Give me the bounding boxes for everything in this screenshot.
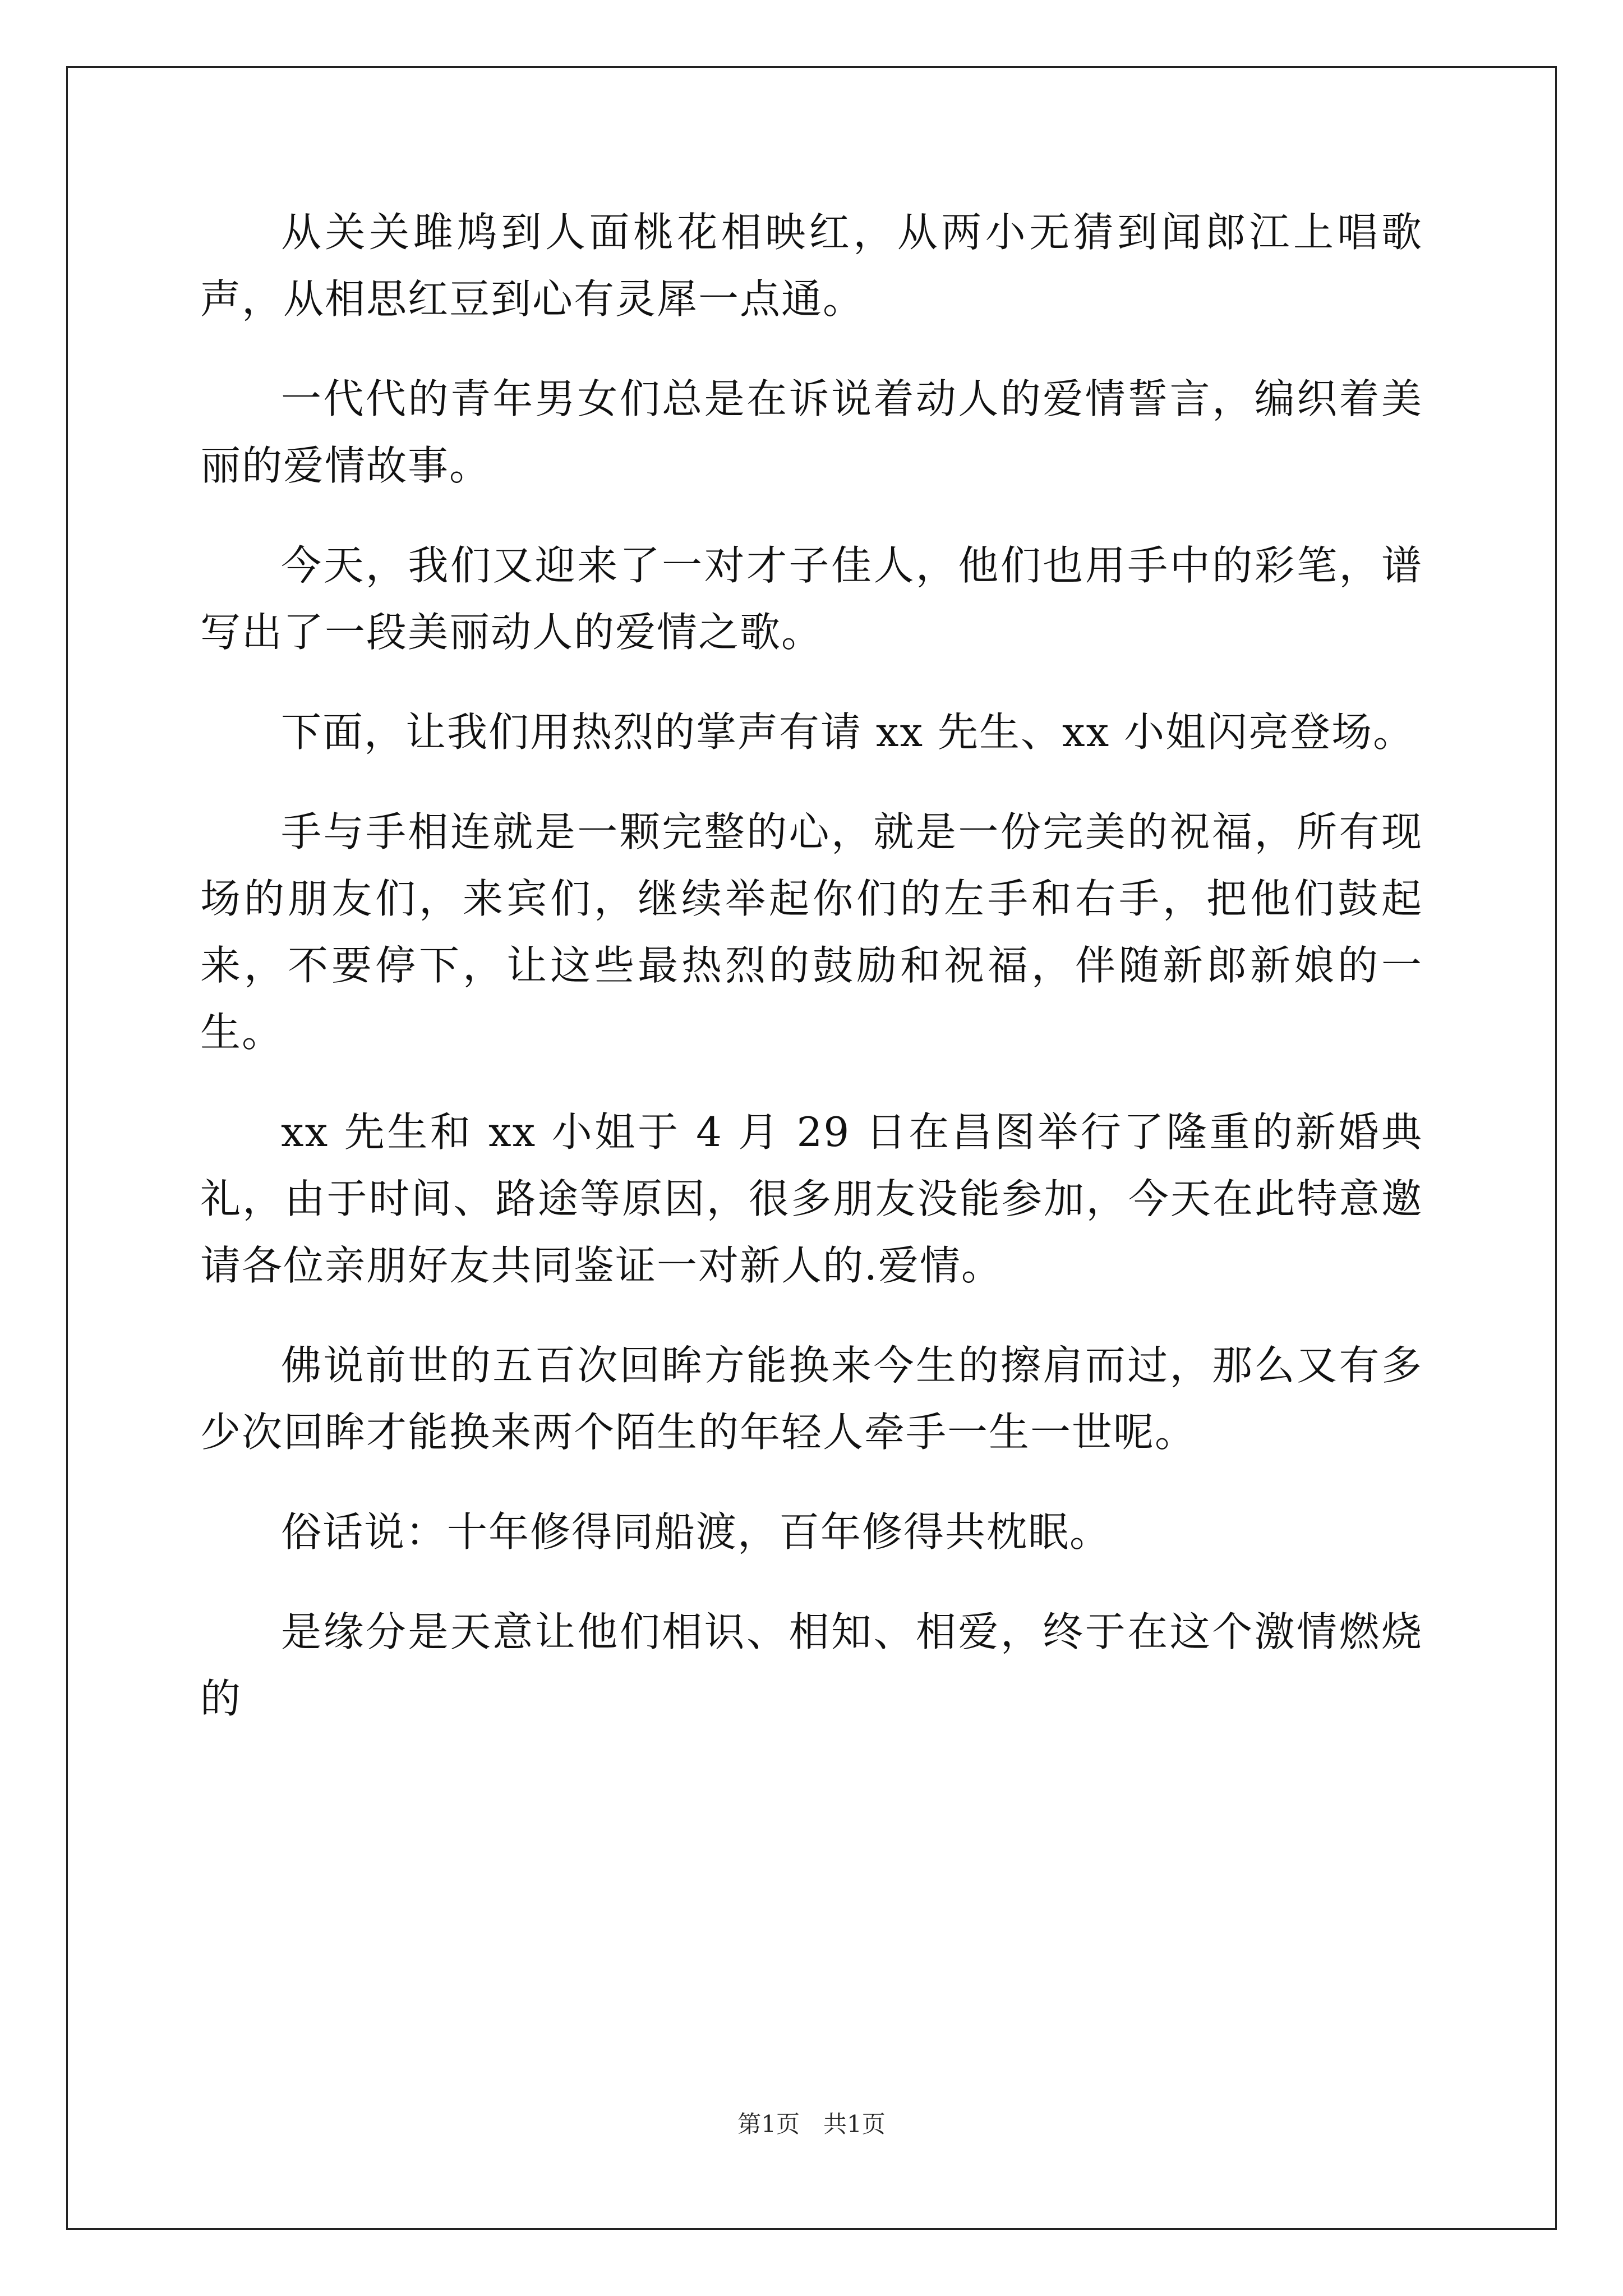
paragraph: 一代代的青年男女们总是在诉说着动人的爱情誓言，编织着美丽的爱情故事。 [200,375,1423,489]
paragraph: 从关关雎鸠到人面桃花相映红，从两小无猜到闻郎江上唱歌声，从相思红豆到心有灵犀一点通。 [200,209,1423,323]
paragraph: 今天，我们又迎来了一对才子佳人，他们也用手中的彩笔，谱写出了一段美丽动人的爱情之歌。 [200,542,1423,656]
paragraph: 下面，让我们用热烈的掌声有请 xx 先生、xx 小姐闪亮登场。 [281,708,1415,756]
document-body [200,199,1423,1765]
paragraph: xx 先生和 xx 小姐于 4 月 29 日在昌图举行了隆重的新婚典礼，由于时间、路途等原因，很多朋友没能参加，今天在此特意邀请各位亲朋好友共同鉴证一对新人的.爱情。 [200,1108,1423,1289]
page-footer: 第1页 共1页 [737,2110,886,2138]
paragraph: 手与手相连就是一颗完整的心，就是一份完美的祝福，所有现场的朋友们，来宾们，继续举起你们的左手和右手，把他们鼓起来，不要停下，让这些最热烈的鼓励和祝福，伴随新郎新娘的一生。 [200,808,1423,1056]
paragraph: 佛说前世的五百次回眸方能换来今生的擦肩而过，那么又有多少次回眸才能换来两个陌生的年轻人牵手一生一世呢。 [200,1342,1423,1456]
paragraph: 俗话说：十年修得同船渡，百年修得共枕眠。 [281,1508,1112,1556]
paragraph: 是缘分是天意让他们相识、相知、相爱，终于在这个激情燃烧的 [200,1608,1423,1722]
